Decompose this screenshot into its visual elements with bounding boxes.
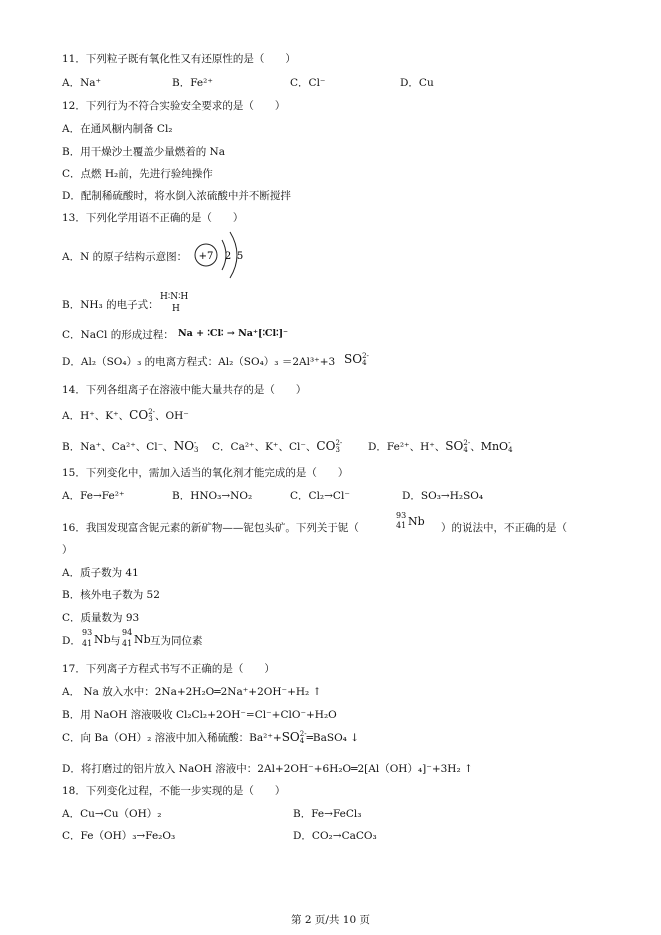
q14-option-b: B．Na⁺、Ca²⁺、Cl⁻、NO - 3 (62, 439, 199, 454)
q16-option-d-prefix: D． (62, 635, 81, 647)
q18-option-a: A．Cu→Cu（OH）₂ (62, 808, 162, 820)
q18-option-b: B．Fe→FeCl₃ (293, 808, 362, 820)
nucleus-charge: +7 (198, 251, 214, 262)
q13-option-a-label: A．N 的原子结构示意图： (62, 251, 188, 263)
q16-d-symbol-1: Nb (94, 633, 111, 646)
q16-option-c: C．质量数为 93 (62, 612, 140, 624)
q14-stem: 14．下列各组离子在溶液中能大量共存的是（ ） (62, 384, 307, 396)
q17-option-a: A． Na 放入水中：2Na+2H₂O═2Na⁺+2OH⁻+H₂ ↑ (62, 686, 322, 698)
q16-d-z-1: 41 (82, 639, 93, 648)
q15-stem: 15．下列变化中，需加入适当的氧化剂才能完成的是（ ） (62, 467, 349, 479)
q16-option-a: A．质子数为 41 (62, 567, 139, 579)
q16-d-mass-1: 93 (82, 628, 93, 637)
q12-option-d: D．配制稀硫酸时，将水倒入浓硫酸中并不断搅拌 (62, 190, 291, 202)
q17-option-c: C．向 Ba（OH）₂ 溶液中加入稀硫酸：Ba²⁺+SO 2- 4 ═BaSO₄ ↓ (62, 730, 360, 745)
q12-option-a: A．在通风橱内制备 Cl₂ (62, 123, 173, 135)
q12-stem: 12．下列行为不符合实验安全要求的是（ ） (62, 100, 286, 112)
q16-option-b: B．核外电子数为 52 (62, 589, 160, 601)
q13-d-sulfate-ion: SO 2- 4 (344, 351, 369, 367)
page-number-footer: 第 2 页/共 10 页 (291, 914, 370, 926)
q14-option-c: C．Ca²⁺、K⁺、Cl⁻、CO 2- 3 (212, 439, 343, 454)
q16-nuclide-symbol: Nb (408, 515, 425, 528)
q16-d-suffix: 互为同位素 (150, 635, 203, 647)
q11-option-c: C．Cl⁻ (290, 77, 326, 89)
q11-option-a: A．Na⁺ (62, 77, 102, 89)
q16-nuclide-z: 41 (396, 521, 407, 530)
q18-option-d: D．CO₂→CaCO₃ (293, 830, 377, 842)
q13-stem: 13．下列化学用语不正确的是（ ） (62, 212, 244, 224)
q13-option-c-label: C．NaCl 的形成过程： (62, 329, 174, 341)
q18-stem: 18．下列变化过程，不能一步实现的是（ ） (62, 785, 286, 797)
q15-option-b: B．HNO₃→NO₂ (172, 490, 253, 502)
q16-nuclide-mass: 93 (396, 511, 407, 520)
q16-stem-end: ） (62, 544, 73, 556)
q12-option-b: B．用干燥沙土覆盖少量燃着的 Na (62, 146, 226, 158)
atomic-structure-diagram (192, 226, 250, 282)
q16-d-mid: 与 (110, 635, 121, 647)
shell-2-electrons: 5 (236, 251, 244, 262)
q16-d-symbol-2: Nb (134, 633, 151, 646)
q16-stem-part2: ）的说法中，不正确的是（ (441, 522, 567, 534)
q11-option-b: B．Fe²⁺ (172, 77, 213, 89)
q18-option-c: C．Fe（OH）₃→Fe₂O₃ (62, 830, 176, 842)
q14-option-d: D．Fe²⁺、H⁺、SO 2- 4 、MnO - 4 (368, 439, 513, 454)
q15-option-c: C．Cl₂→Cl⁻ (290, 490, 350, 502)
q16-stem-part1: 16．我国发现富含铌元素的新矿物——铌包头矿。下列关于铌（ (62, 522, 359, 534)
q17-stem: 17．下列离子方程式书写不正确的是（ ） (62, 663, 275, 675)
nacl-formation-process: Na + ∶Cl∶ → Na⁺[∶Cl∶]⁻ (178, 328, 289, 339)
q13-option-d-label: D．Al₂（SO₄）₃ 的电离方程式：Al₂（SO₄）₃ ＝2Al³⁺+3 (62, 356, 336, 368)
q13-option-b-label: B．NH₃ 的电子式： (62, 299, 159, 311)
q15-option-d: D．SO₃→H₂SO₄ (402, 490, 484, 502)
nh3-electron-formula-line1: H∶N∶H (160, 292, 189, 302)
q17-option-d: D．将打磨过的铝片放入 NaOH 溶液中：2Al+2OH⁻+6H₂O═2[Al（OH）₄]⁻+3H₂ ↑ (62, 763, 473, 775)
shell-1-electrons: 2 (224, 251, 232, 262)
q16-d-z-2: 41 (122, 639, 133, 648)
q16-d-mass-2: 94 (122, 628, 133, 637)
q11-stem: 11．下列粒子既有氧化性又有还原性的是（ ） (62, 53, 296, 65)
q11-option-d: D．Cu (400, 77, 434, 89)
nh3-electron-formula-line2: H (172, 304, 180, 314)
q14-option-a: A．H⁺、K⁺、CO 2- 3 、OH⁻ (62, 408, 189, 423)
q15-option-a: A．Fe→Fe²⁺ (62, 490, 125, 502)
q12-option-c: C．点燃 H₂前，先进行验纯操作 (62, 168, 213, 180)
q17-option-b: B．用 NaOH 溶液吸收 Cl₂Cl₂+2OH⁻=Cl⁻+ClO⁻+H₂O (62, 709, 337, 721)
